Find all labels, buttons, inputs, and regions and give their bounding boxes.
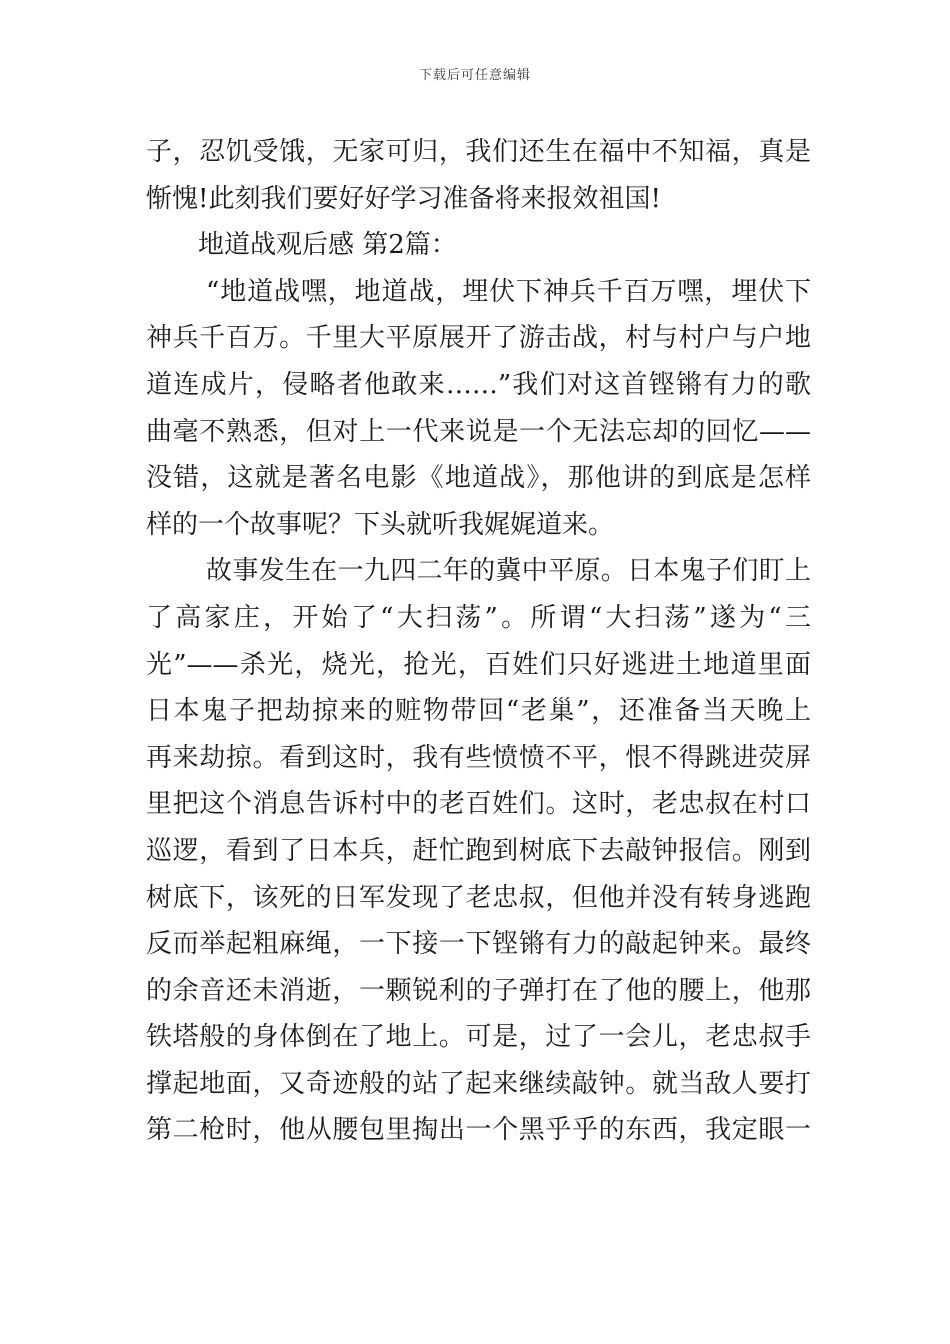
text-line: 了高家庄，开始了“大扫荡”。所谓“大扫荡”遂为“三: [146, 602, 811, 633]
page-header: 下载后可任意编辑: [418, 68, 531, 83]
text-line: 曲毫不熟悉，但对上一代来说是一个无法忘却的回忆——: [146, 416, 811, 447]
text-line: “地道战嘿，地道战，埋伏下神兵千百万嘿，埋伏下: [206, 276, 811, 307]
text-line: 树底下，该死的日军发现了老忠叔，但他并没有转身逃跑: [146, 882, 811, 913]
text-line: 反而举起粗麻绳，一下接一下铿锵有力的敲起钟来。最终: [146, 929, 811, 960]
text-line: 再来劫掠。看到这时，我有些愤愤不平，恨不得跳进荧屏: [146, 742, 811, 773]
text-line: 日本鬼子把劫掠来的赃物带回“老巢”，还准备当天晚上: [146, 696, 811, 727]
text-line: 故事发生在一九四二年的冀中平原。日本鬼子们盯上: [206, 556, 811, 587]
text-line: 的余音还未消逝，一颗锐利的子弹打在了他的腰上，他那: [146, 975, 811, 1006]
text-line: 撑起地面，又奇迹般的站了起来继续敲钟。就当敌人要打: [146, 1068, 811, 1099]
text-line: 没错，这就是著名电影《地道战》，那他讲的到底是怎样: [146, 463, 811, 494]
text-line: 惭愧!此刻我们要好好学习准备将来报效祖国!: [146, 183, 661, 214]
text-line: 样的一个故事呢？下头就听我娓娓道来。: [146, 509, 615, 540]
text-line: 第二枪时，他从腰包里掏出一个黑乎乎的东西，我定眼一: [146, 1115, 811, 1146]
text-line: 道连成片，侵略者他敢来……”我们对这首铿锵有力的歌: [146, 369, 811, 400]
text-line: 神兵千百万。千里大平原展开了游击战，村与村户与户地: [146, 323, 811, 354]
text-line: 光”——杀光，烧光，抢光，百姓们只好逃进土地道里面: [146, 649, 811, 680]
text-line: 里把这个消息告诉村中的老百姓们。这时，老忠叔在村口: [146, 789, 811, 820]
text-line: 巡逻，看到了日本兵，赶忙跑到树底下去敲钟报信。刚到: [146, 835, 811, 866]
text-line: 铁塔般的身体倒在了地上。可是，过了一会儿，老忠叔手: [146, 1022, 811, 1053]
article-body: [146, 129, 811, 1154]
section-heading: 地道战观后感 第2篇：: [198, 230, 457, 261]
text-line: 子，忍饥受饿，无家可归，我们还生在福中不知福，真是: [146, 137, 811, 167]
